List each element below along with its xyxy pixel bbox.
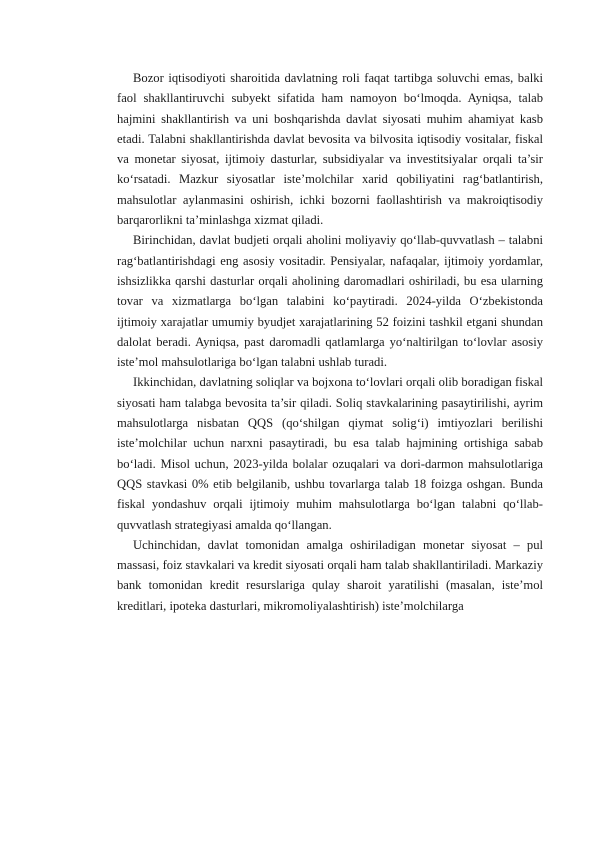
paragraph-intro: Bozor iqtisodiyoti sharoitida davlatning roli faqat tartibga soluvchi emas, balki faol shakllantiruvchi subyekt sifatida ham namoyon bo‘lmoqda. Ayniqsa, talab hajmini shakllantirish va uni boshqarishda davlat siyosati muhim ahamiyat kasb etadi. Talabni shakllantirishda davlat bevosita va bilvosita iqtisodiy vositalar, fiskal va monetar siyosat, ijtimoiy dasturlar, subsidiyalar va investitsiyalar orqali ta’sir ko‘rsatadi. Mazkur siyosatlar iste’molchilar xarid qobiliyatini rag‘batlantirish, mahsulotlar aylanmasini oshirish, ichki bozorni faollashtirish va makroiqtisodiy barqarorlikni ta’minlashga xizmat qiladi. — [117, 71, 543, 228]
paragraph-second: Ikkinchidan, davlatning soliqlar va bojxona to‘lovlari orqali olib boradigan fiskal siyosati ham talabga bevosita ta’sir qiladi. Soliq stavkalarining pasaytirilishi, ayrim mahsulotlarga nisbatan QQS (qo‘shilgan qiymat solig‘i) imtiyozlari berilishi iste’molchilar uchun narxni pasaytiradi, bu esa talab hajmining ortishiga sabab bo‘ladi. Misol uchun, 2023-yilda bolalar ozuqalari va dori-darmon mahsulotlariga QQS stavkasi 0% etib belgilanib, ushbu tovarlarga talab 18 foizga oshgan. Bunda fiskal yondashuv orqali ijtimoiy muhim mahsulotlarga bo‘lgan talabni qo‘llab-quvvatlash strategiyasi amalda qo‘llangan. — [117, 375, 543, 532]
document-body — [117, 68, 543, 616]
paragraph-third: Uchinchidan, davlat tomonidan amalga oshiriladigan monetar siyosat – pul massasi, foiz stavkalari va kredit siyosati orqali ham talab shakllantiriladi. Markaziy bank tomonidan kredit resurslariga qulay sharoit yaratilishi (masalan, iste’mol kreditlari, ipoteka dasturlari, mikromoliyalashtirish) iste’molchilarga — [117, 537, 543, 613]
paragraph-first: Birinchidan, davlat budjeti orqali aholini moliyaviy qo‘llab-quvvatlash – talabni rag‘batlantirishdagi eng asosiy vositadir. Pensiyalar, nafaqalar, ijtimoiy yordamlar, ishsizlikka qarshi dasturlar orqali aholining daromadlari oshiriladi, bu esa ularning tovar va xizmatlarga bo‘lgan talabini ko‘paytiradi. 2024-yilda O‘zbekistonda ijtimoiy xarajatlar umumiy byudjet xarajatlarining 52 foizini tashkil etgani shundan dalolat beradi. Ayniqsa, past daromadli qatlamlarga yo‘naltirilgan to‘lovlar asosiy iste’mol mahsulotlariga bo‘lgan talabni ushlab turadi. — [117, 233, 543, 370]
